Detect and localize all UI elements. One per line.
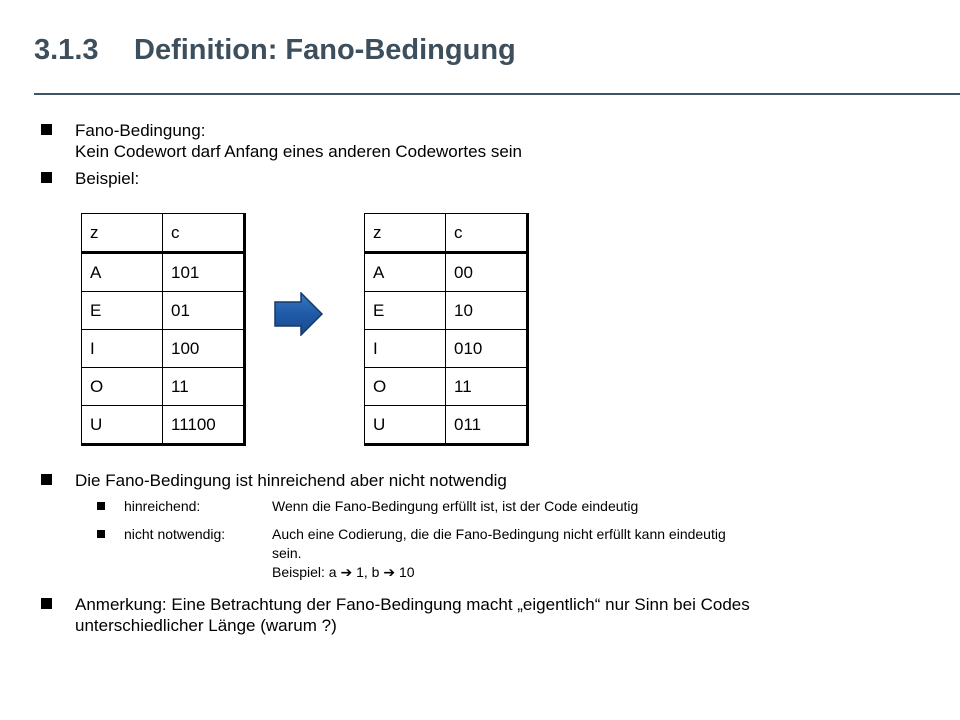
bullet-fano-label: Fano-Bedingung: (75, 121, 206, 140)
table-row (82, 368, 245, 406)
table-header-row (82, 214, 245, 253)
table-cell-symbol: I (365, 330, 446, 368)
bullet-marker (41, 598, 52, 609)
table-cell-symbol: O (365, 368, 446, 406)
bullet-fano-desc: Kein Codewort darf Anfang eines anderen Codewortes sein (75, 142, 523, 161)
page-title: Definition: Fano-Bedingung (134, 34, 516, 66)
table-row (365, 292, 528, 330)
code-table-right (364, 213, 529, 446)
table-cell-code: 10 (446, 292, 528, 330)
right-arrow-icon (274, 292, 324, 336)
table-cell-symbol: U (82, 406, 163, 445)
table-cell-symbol: I (82, 330, 163, 368)
sub-bullet-example: Beispiel: a ➔ 1, b ➔ 10 (272, 564, 415, 580)
bullet-marker (41, 124, 52, 135)
bullet-anmerkung-line1: Anmerkung: Eine Betrachtung der Fano-Bedingung macht „eigentlich“ nur Sinn bei Codes (75, 595, 750, 614)
sub-bullet-term: nicht notwendig: (124, 526, 226, 542)
bullet-hinreichend: Die Fano-Bedingung ist hinreichend aber nicht notwendig (75, 471, 507, 490)
table-header-z: z (365, 214, 446, 253)
bullet-marker (41, 474, 52, 485)
table-cell-symbol: U (365, 406, 446, 445)
table-cell-code: 11100 (163, 406, 245, 445)
sub-bullet-text: sein. (272, 545, 302, 561)
table-header-c: c (163, 214, 245, 253)
table-row (82, 406, 245, 445)
table-cell-code: 011 (446, 406, 528, 445)
sub-bullet-text: Auch eine Codierung, die die Fano-Bedingung nicht erfüllt kann eindeutig (272, 526, 726, 542)
table-cell-code: 010 (446, 330, 528, 368)
table-row (365, 330, 528, 368)
sub-bullet-marker (97, 530, 105, 538)
table-cell-code: 11 (446, 368, 528, 406)
section-number: 3.1.3 (34, 34, 99, 66)
bullet-marker (41, 172, 52, 183)
table-cell-symbol: A (82, 253, 163, 292)
title-divider (34, 93, 960, 95)
table-header-c: c (446, 214, 528, 253)
code-table-left (81, 213, 246, 446)
table-row (365, 406, 528, 445)
table-header-z: z (82, 214, 163, 253)
table-row (365, 253, 528, 292)
table-cell-code: 01 (163, 292, 245, 330)
table-row (82, 253, 245, 292)
bullet-beispiel: Beispiel: (75, 169, 140, 188)
table-row (82, 330, 245, 368)
table-row (365, 368, 528, 406)
table-cell-code: 101 (163, 253, 245, 292)
sub-bullet-text: Wenn die Fano-Bedingung erfüllt ist, ist der Code eindeutig (272, 498, 639, 514)
table-cell-symbol: E (365, 292, 446, 330)
table-cell-symbol: A (365, 253, 446, 292)
sub-bullet-marker (97, 502, 105, 510)
table-cell-symbol: E (82, 292, 163, 330)
table-cell-symbol: O (82, 368, 163, 406)
table-cell-code: 00 (446, 253, 528, 292)
table-header-row (365, 214, 528, 253)
sub-bullet-term: hinreichend: (124, 498, 201, 514)
bullet-anmerkung-line2: unterschiedlicher Länge (warum ?) (75, 616, 337, 635)
table-cell-code: 11 (163, 368, 245, 406)
table-row (82, 292, 245, 330)
table-cell-code: 100 (163, 330, 245, 368)
